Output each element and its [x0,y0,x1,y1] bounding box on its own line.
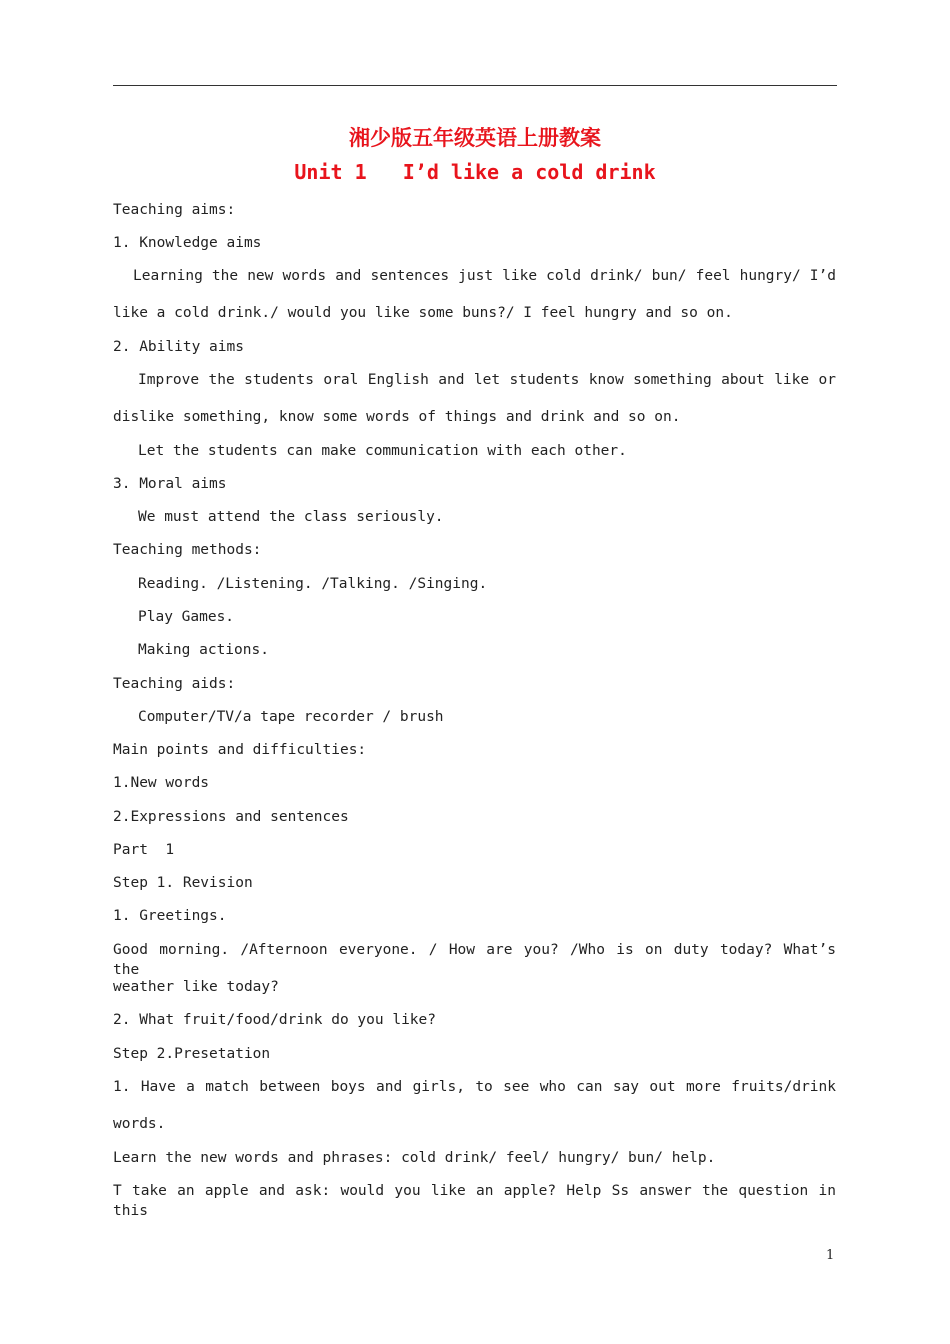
step-2-heading: Step 2.Presetation [113,1046,271,1062]
main-points-item: 2.Expressions and sentences [113,809,349,825]
unit-title: Unit 1 I’d like a cold drink [294,160,656,184]
step-1-heading: Step 1. Revision [113,875,253,891]
ability-aims-text: Improve the students oral English and let students know something about like or [138,372,836,388]
teacher-activity-text: T take an apple and ask: would you like an apple? Help Ss answer the question in this [113,1183,836,1219]
subheading-knowledge-aims: 1. Knowledge aims [113,235,262,251]
greetings-text: Good morning. /Afternoon everyone. / How are you? /Who is on duty today? What’s the [113,942,836,978]
header-rule [113,85,837,86]
moral-aims-text: We must attend the class seriously. [138,509,444,525]
heading-main-points: Main points and difficulties: [113,742,367,758]
knowledge-aims-text: Learning the new words and sentences just like cold drink/ bun/ feel hungry/ I’d [133,268,836,284]
subheading-moral-aims: 3. Moral aims [113,476,227,492]
step-1-item: 2. What fruit/food/drink do you like? [113,1012,437,1028]
step-2-item-cont: words. [113,1116,166,1132]
heading-teaching-methods: Teaching methods: [113,542,262,558]
page-number: 1 [826,1248,835,1263]
subheading-ability-aims: 2. Ability aims [113,339,244,355]
step-2-item: 1. Have a match between boys and girls, to see who can say out more fruits/drink [113,1079,836,1095]
heading-teaching-aims: Teaching aims: [113,202,236,218]
teaching-methods-item: Play Games. [138,609,235,625]
step-1-item: 1. Greetings. [113,908,227,924]
document-title-chinese: 湘少版五年级英语上册教案 [349,126,601,150]
teaching-aids-text: Computer/TV/a tape recorder / brush [138,709,444,725]
teaching-methods-item: Reading. /Listening. /Talking. /Singing. [138,576,488,592]
ability-aims-text-2: Let the students can make communication with each other. [138,443,627,459]
heading-teaching-aids: Teaching aids: [113,676,236,692]
knowledge-aims-text-cont: like a cold drink./ would you like some buns?/ I feel hungry and so on. [113,305,733,321]
new-words-text: Learn the new words and phrases: cold drink/ feel/ hungry/ bun/ help. [113,1150,716,1166]
heading-part-1: Part 1 [113,842,175,858]
ability-aims-text-cont: dislike something, know some words of things and drink and so on. [113,409,681,425]
main-points-item: 1.New words [113,775,210,791]
teaching-methods-item: Making actions. [138,642,269,658]
greetings-text-cont: weather like today? [113,979,279,995]
